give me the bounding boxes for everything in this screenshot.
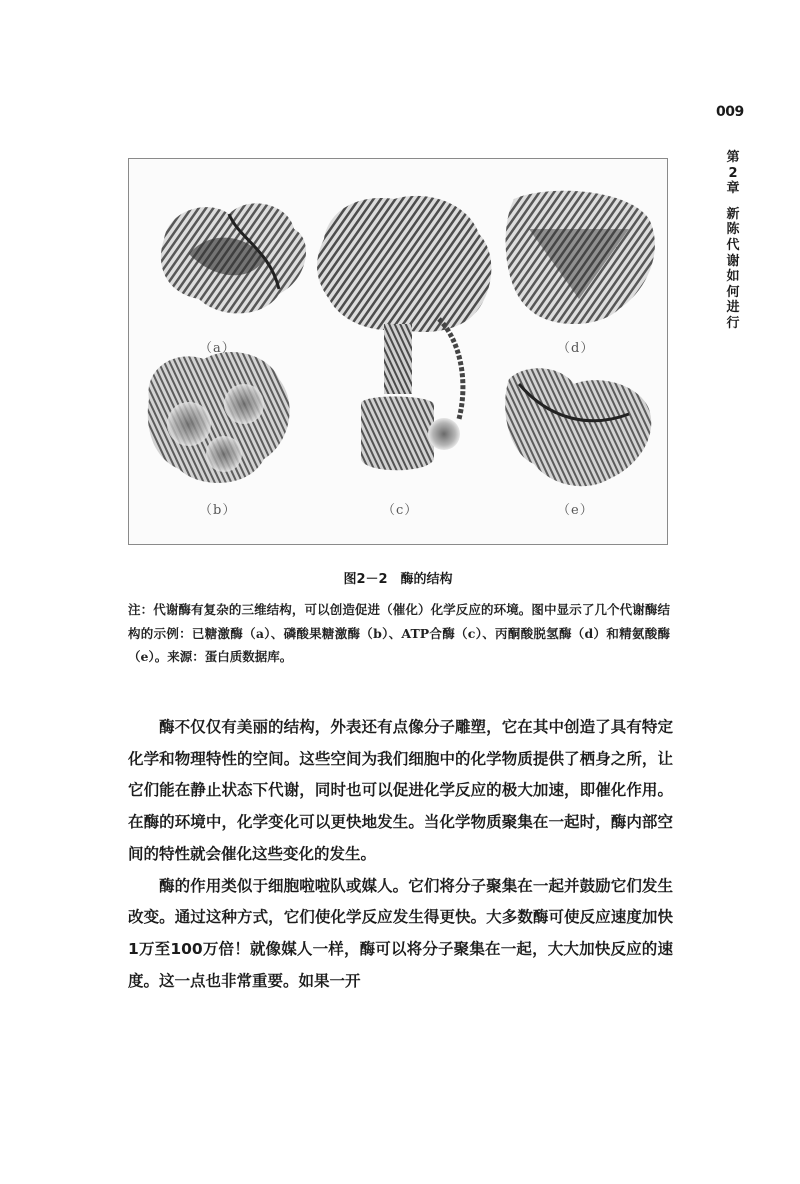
paragraph: 酶的作用类似于细胞啦啦队或媒人。它们将分子聚集在一起并鼓励它们发生改变。通过这种方式，它们使化学反应发生得更快。大多数酶可使反应速度加快1万至100万倍！就像媒人一样，酶可以将分子聚集在一起，大大加快反应的速度。这一点也非常重要。如果一开 (128, 876, 673, 990)
panel-label-a: （a） (199, 341, 236, 356)
paragraph: 酶不仅仅有美丽的结构，外表还有点像分子雕塑，它在其中创造了具有特定化学和物理特性的空间。这些空间为我们细胞中的化学物质提供了栖身之所，让它们能在静止状态下代谢，同时也可以促进化学反应的极大加速，即催化作用。在酶的环境中，化学变化可以更快地发生。当化学物质聚集在一起时，酶内部空间的特性就会催化这些变化的发生。 (128, 718, 673, 863)
page-number: 009 (716, 104, 744, 120)
figure (128, 158, 668, 545)
enzyme-b-structure (148, 352, 290, 483)
enzyme-a-structure (161, 203, 306, 313)
panel-label-c: （c） (382, 503, 419, 518)
panel-label-e: （e） (557, 503, 594, 518)
figure-caption: 图2－2 酶的结构 (343, 572, 453, 587)
panel-label-b: （b） (199, 503, 237, 518)
figure-note: 注：代谢酶有复杂的三维结构，可以创造促进（催化）化学反应的环境。图中显示了几个代谢酶结构的示例：已糖激酶（a）、磷酸果糖激酶（b）、ATP合酶（c）、丙酮酸脱氢酶（d）和精氨酸酶（e）。来源：蛋白质数据库。 (128, 602, 670, 664)
enzyme-c-structure (317, 196, 491, 470)
enzyme-e-structure (505, 368, 651, 486)
chapter-number: 第2章 (726, 150, 740, 197)
panel-label-d: （d） (557, 341, 595, 356)
enzyme-d-structure (506, 191, 655, 324)
body-text (128, 712, 673, 997)
chapter-tab (723, 150, 743, 332)
chapter-title: 新陈代谢如何进行 (726, 206, 740, 331)
